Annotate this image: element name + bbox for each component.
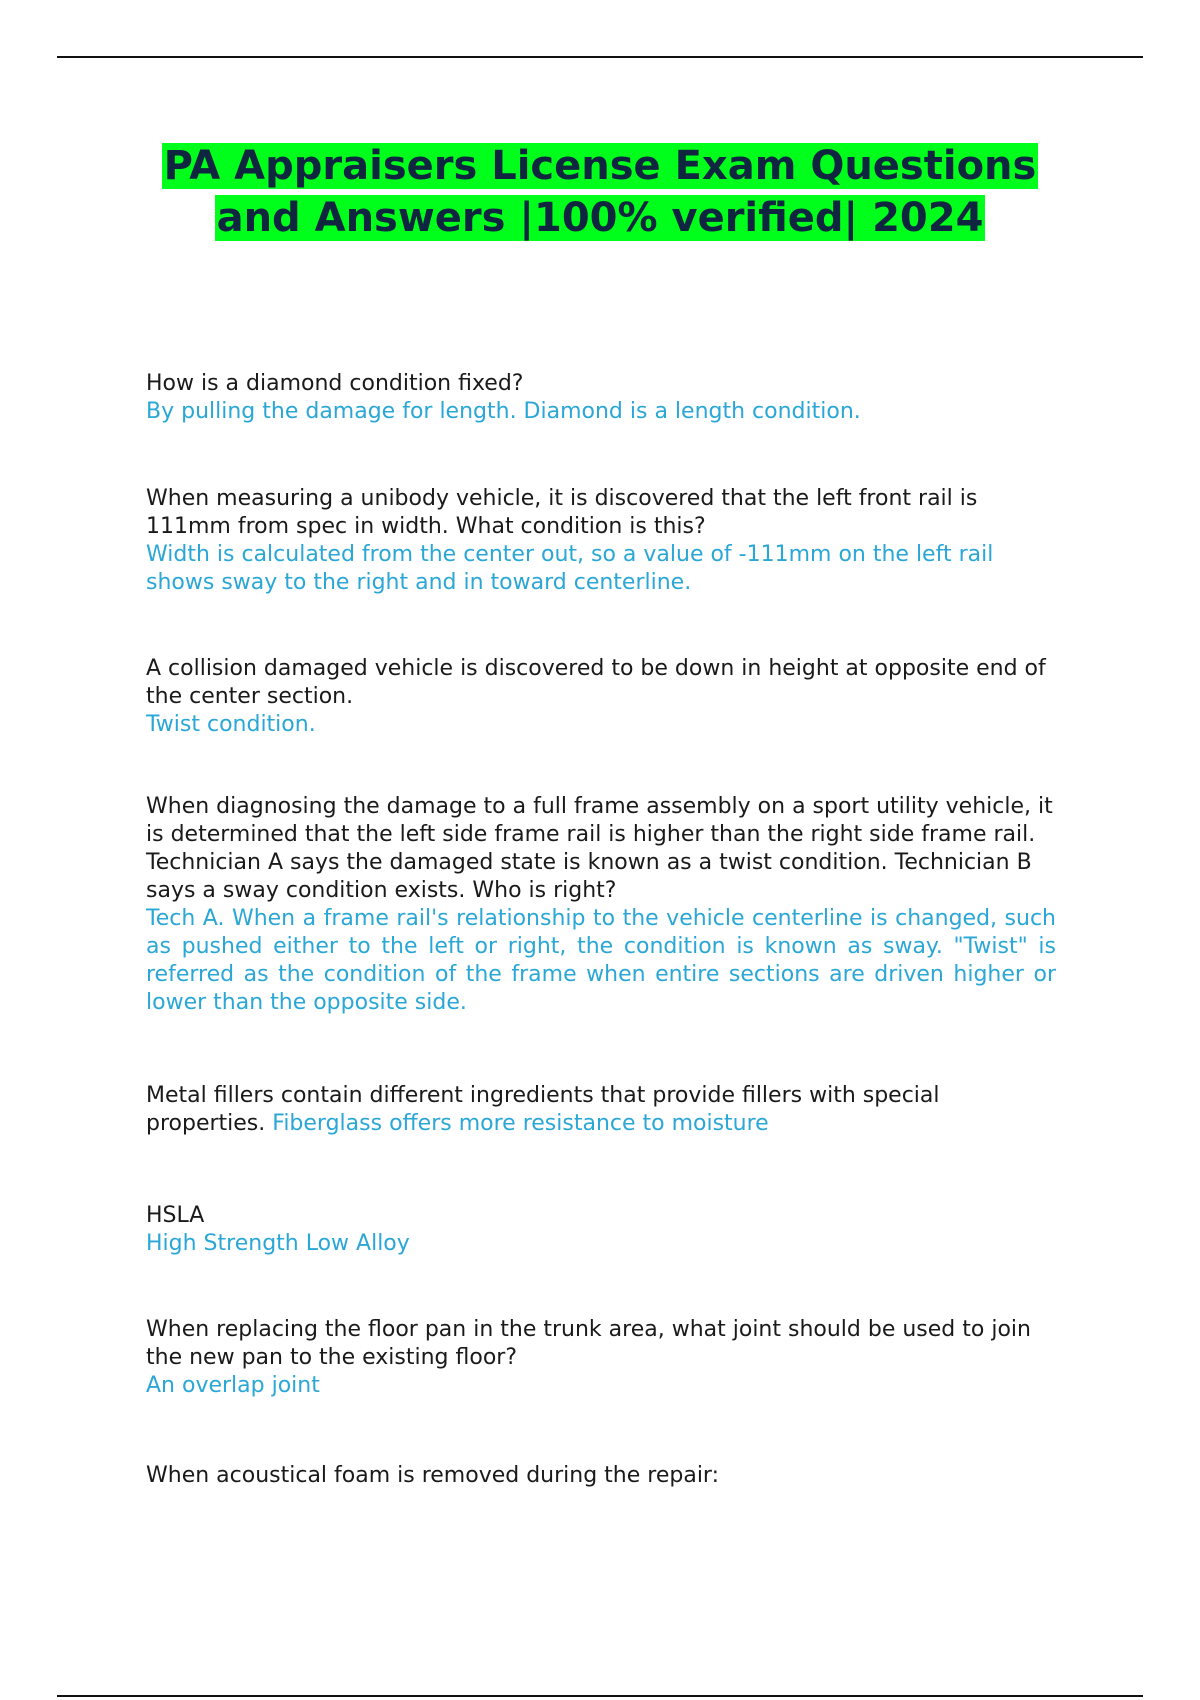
qa-item (146, 1202, 1056, 1258)
header-rule (57, 56, 1143, 58)
question-text: When acoustical foam is removed during the repair: (146, 1463, 719, 1488)
answer-text: Tech A. When a frame rail's relationship to the vehicle centerline is changed, such as pushed either to the left or right, the condition is known as sway. "Twist" is referred as the condition of the frame when entire sections are driven higher or lower than the opposite side. (146, 906, 1056, 1015)
qa-item (146, 1082, 946, 1138)
qa-item (146, 1462, 1056, 1490)
qa-item (146, 1316, 1056, 1400)
qa-item (146, 370, 1056, 426)
answer-text: Fiberglass offers more resistance to moisture (272, 1111, 769, 1136)
answer-text: By pulling the damage for length. Diamond is a length condition. (146, 399, 861, 424)
qa-item (146, 793, 1056, 1017)
qa-item (146, 485, 996, 597)
title-block (150, 140, 1050, 244)
question-text: A collision damaged vehicle is discovered to be down in height at opposite end of the center section. (146, 656, 1046, 709)
document-title: PA Appraisers License Exam Questions and Answers |100% verified| 2024 (163, 143, 1037, 241)
question-text: HSLA (146, 1203, 205, 1228)
question-text: When measuring a unibody vehicle, it is discovered that the left front rail is 111mm from spec in width. What condition is this? (146, 486, 978, 539)
answer-text: An overlap joint (146, 1373, 320, 1398)
footer-rule (57, 1695, 1143, 1697)
answer-text: Width is calculated from the center out, so a value of -111mm on the left rail shows sway to the right and in toward centerline. (146, 542, 994, 595)
answer-text: Twist condition. (146, 712, 316, 737)
question-text: Metal fillers contain different ingredients that provide fillers with special properties. (146, 1083, 940, 1136)
answer-text: High Strength Low Alloy (146, 1231, 410, 1256)
qa-item (146, 655, 1056, 739)
question-text: When replacing the floor pan in the trunk area, what joint should be used to join the new pan to the existing floor? (146, 1317, 1031, 1370)
question-text: When diagnosing the damage to a full frame assembly on a sport utility vehicle, it is determined that the left side frame rail is higher than the right side frame rail. Technician A says the damaged state is known as a twist condition. Technician B says a sway condition exists. Who is right? (146, 794, 1053, 903)
question-text: How is a diamond condition fixed? (146, 371, 524, 396)
